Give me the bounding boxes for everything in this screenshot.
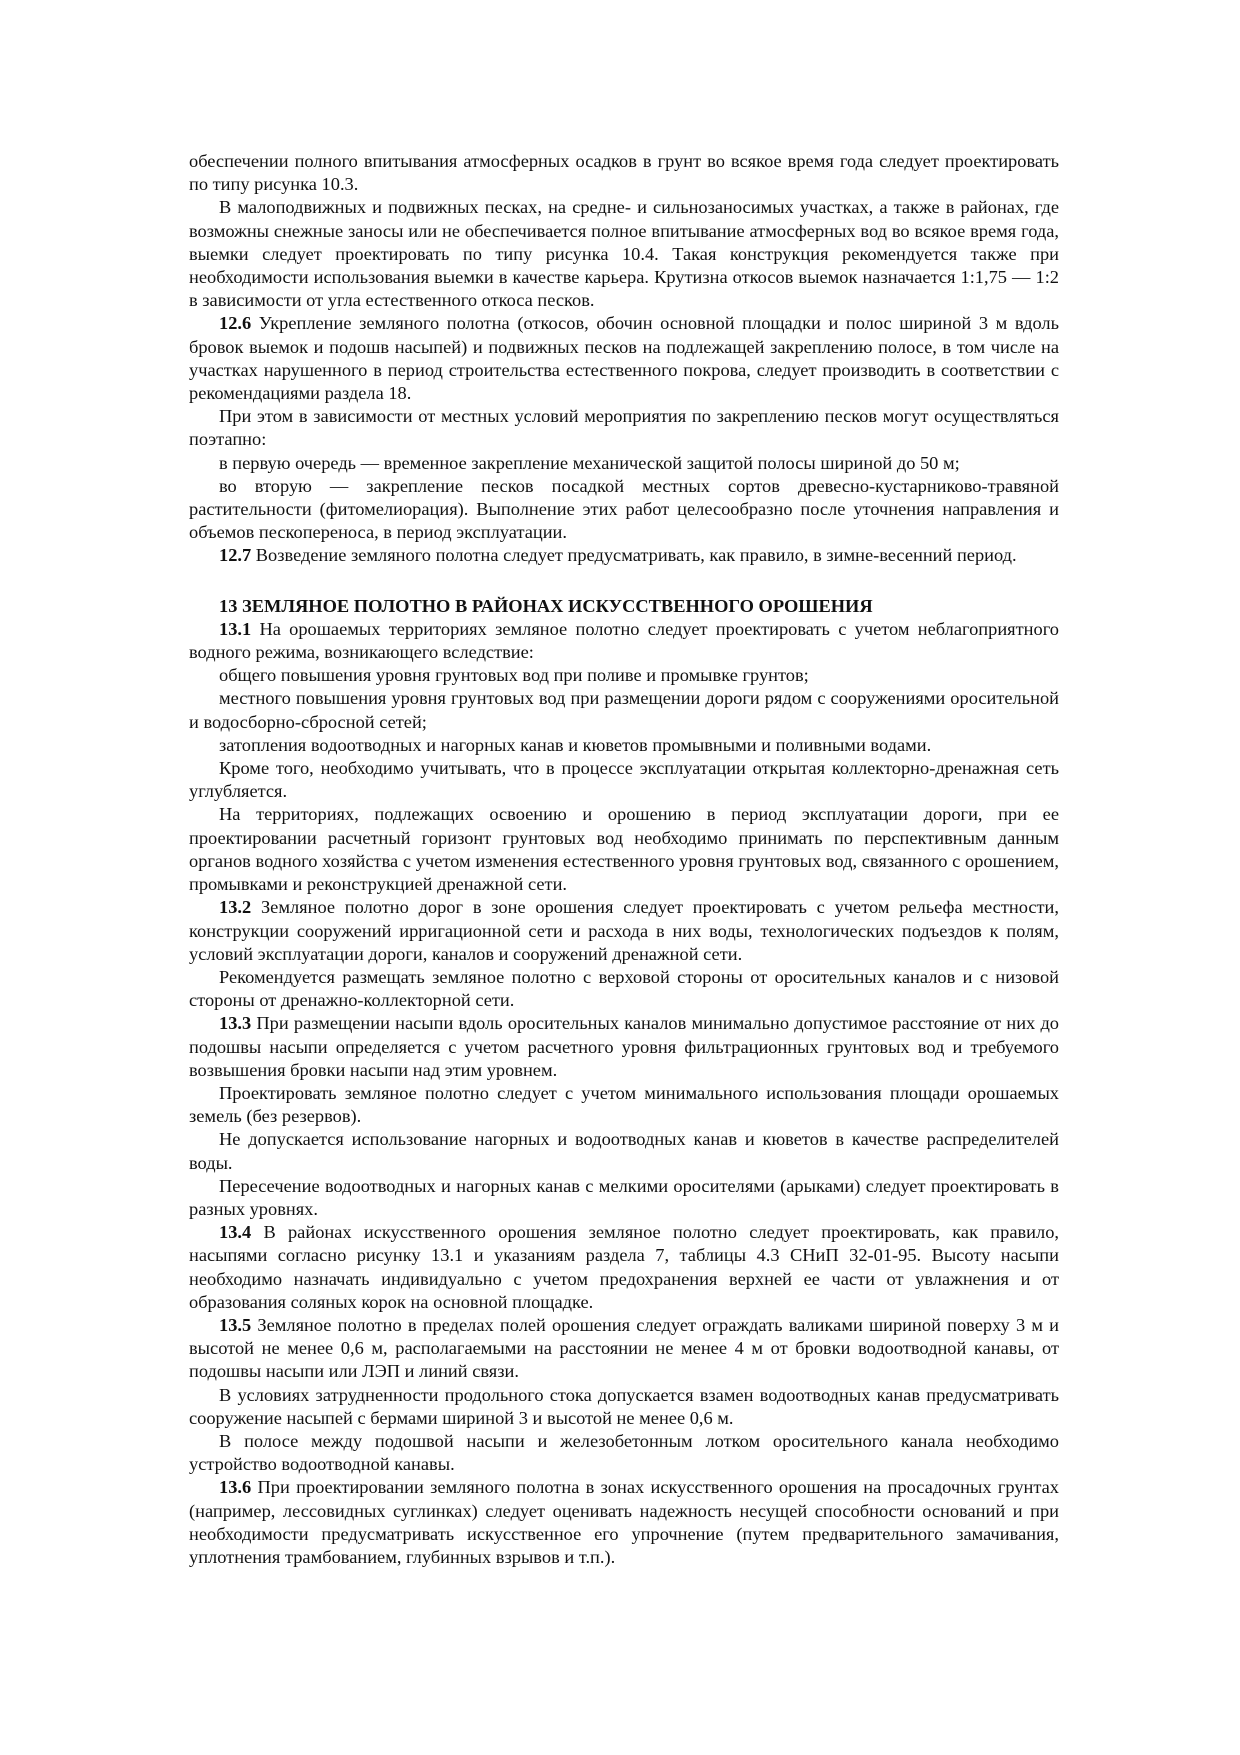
clause-text: Возведение земляного полотна следует предусматривать, как правило, в зимне-весенний период. bbox=[251, 545, 1017, 566]
clause-number: 13.1 bbox=[219, 618, 252, 639]
clause-13-6 bbox=[189, 1476, 1059, 1569]
paragraph: Рекомендуется размещать земляное полотно с верховой стороны от оросительных каналов и с низовой стороны от дренажно-коллекторной сети. bbox=[189, 966, 1059, 1011]
section-13-heading: 13 ЗЕМЛЯНОЕ ПОЛОТНО В РАЙОНАХ ИСКУССТВЕННОГО ОРОШЕНИЯ bbox=[219, 595, 873, 616]
clause-13-3 bbox=[189, 1012, 1059, 1082]
paragraph-second-stage: во вторую — закрепление песков посадкой местных сортов древесно-кустарниково-травяной растительности (фитомелиорация). Выполнение этих работ целесообразно после уточнения направления и объемов пескопереноса, в период эксплуатации. bbox=[189, 475, 1059, 543]
clause-number: 12.6 bbox=[219, 313, 252, 334]
clause-number: 13.3 bbox=[219, 1013, 252, 1034]
clause-number: 13.2 bbox=[219, 897, 252, 918]
clause-13-5 bbox=[189, 1314, 1059, 1384]
paragraph: Проектировать земляное полотно следует с учетом минимального использования площади орошаемых земель (без резервов). bbox=[189, 1082, 1059, 1127]
paragraph: В полосе между подошвой насыпи и железобетонным лотком оросительного канала необходимо устройство водоотводной канавы. bbox=[189, 1430, 1059, 1475]
clause-text: Земляное полотно дорог в зоне орошения следует проектировать с учетом рельефа местности, конструкции сооружений ирригационной сети и расхода в них воды, технологических подъездов к полям, условий эксплуатации дороги, каналов и сооружений дренажной сети. bbox=[189, 897, 1059, 964]
clause-text: На орошаемых территориях земляное полотно следует проектировать с учетом неблагоприятного водного режима, возникающего вследствие: bbox=[189, 618, 1059, 663]
paragraph: Пересечение водоотводных и нагорных канав с мелкими оросителями (арыками) следует проектировать в разных уровнях. bbox=[189, 1175, 1059, 1219]
clause-13-1 bbox=[189, 618, 1059, 664]
paragraph-stages: При этом в зависимости от местных условий мероприятия по закреплению песков могут осуществляться поэтапно: bbox=[189, 406, 1059, 450]
paragraph-first-stage: в первую очередь — временное закрепление механической защитой полосы шириной до 50 м; bbox=[219, 452, 960, 473]
clause-number: 12.7 bbox=[219, 545, 252, 566]
paragraph: Кроме того, необходимо учитывать, что в процессе эксплуатации открытая коллекторно-дренажная сеть углубляется. bbox=[189, 758, 1059, 802]
clause-13-4 bbox=[189, 1221, 1059, 1314]
clause-text: Земляное полотно в пределах полей орошения следует ограждать валиками шириной поверху 3 м и высотой не менее 0,6 м, располагаемыми на расстоянии не менее 4 м от бровки водоотводной канавы, от подошвы насыпи или ЛЭП и линий связи. bbox=[189, 1314, 1059, 1382]
clause-number: 13.4 bbox=[219, 1222, 252, 1243]
paragraph-continuation: обеспечении полного впитывания атмосферных осадков в грунт во всякое время года следует проектировать по типу рисунка 10.3. bbox=[189, 151, 1059, 195]
paragraph: На территориях, подлежащих освоению и орошению в период эксплуатации дороги, при ее проектировании расчетный горизонт грунтовых вод необходимо принимать по перспективным данным органов водного хозяйства с учетом изменения естественного уровня грунтовых вод, связанного с орошением, промывками и реконструкцией дренажной сети. bbox=[189, 804, 1059, 895]
paragraph: затопления водоотводных и нагорных канав и кюветов промывными и поливными водами. bbox=[219, 734, 932, 755]
clause-12-7 bbox=[189, 544, 1059, 567]
clause-text: Укрепление земляного полотна (откосов, обочин основной площадки и полос шириной 3 м вдоль бровок выемок и подошв насыпей) и подвижных песков на подлежащей закреплению полосе, в том числе на участках нарушенного в период строительства естественного покрова, следует производить в соответствии с рекомендациями раздела 18. bbox=[189, 313, 1059, 404]
clause-text: При проектировании земляного полотна в зонах искусственного орошения на просадочных грунтах (например, лессовидных суглинках) следует оценивать надежность несущей способности оснований и при необходимости предусматривать искусственное его упрочнение (путем предварительного замачивания, уплотнения трамбованием, глубинных взрывов и т.п.). bbox=[189, 1477, 1059, 1567]
clause-12-6 bbox=[189, 312, 1059, 405]
paragraph: Не допускается использование нагорных и водоотводных канав и кюветов в качестве распределителей воды. bbox=[189, 1129, 1059, 1173]
paragraph-sands: В малоподвижных и подвижных песках, на средне- и сильнозаносимых участках, а также в районах, где возможны снежные заносы или не обеспечивается полное впитывание атмосферных вод во всякое время года, выемки следует проектировать по типу рисунка 10.4. Такая конструкция рекомендуется также при необходимости использования выемки в качестве карьера. Крутизна откосов выемок назначается 1:1,75 — 1:2 в зависимости от угла естественного откоса песков. bbox=[189, 197, 1059, 311]
paragraph: общего повышения уровня грунтовых вод при поливе и промывке грунтов; bbox=[219, 665, 809, 686]
clause-text: При размещении насыпи вдоль оросительных каналов минимально допустимое расстояние от них до подошвы насыпи определяется с учетом расчетного уровня фильтрационных грунтовых вод и требуемого возвышения бровки насыпи над этим уровнем. bbox=[189, 1013, 1059, 1080]
clause-text: В районах искусственного орошения земляное полотно следует проектировать, как правило, насыпями согласно рисунку 13.1 и указаниям раздела 7, таблицы 4.3 СНиП 32-01-95. Высоту насыпи необходимо назначать индивидуально с учетом предохранения верхней ее части от увлажнения и от образования соляных корок на основной площадке. bbox=[189, 1222, 1059, 1312]
paragraph: местного повышения уровня грунтовых вод при размещении дороги рядом с сооружениями оросительной и водосборно-сбросной сетей; bbox=[189, 688, 1059, 732]
document-page bbox=[189, 150, 1059, 1569]
clause-number: 13.5 bbox=[219, 1314, 252, 1335]
paragraph: В условиях затрудненности продольного стока допускается взамен водоотводных канав предусматривать сооружение насыпей с бермами шириной 3 и высотой не менее 0,6 м. bbox=[189, 1384, 1059, 1428]
clause-13-2 bbox=[189, 896, 1059, 966]
clause-number: 13.6 bbox=[219, 1477, 252, 1498]
